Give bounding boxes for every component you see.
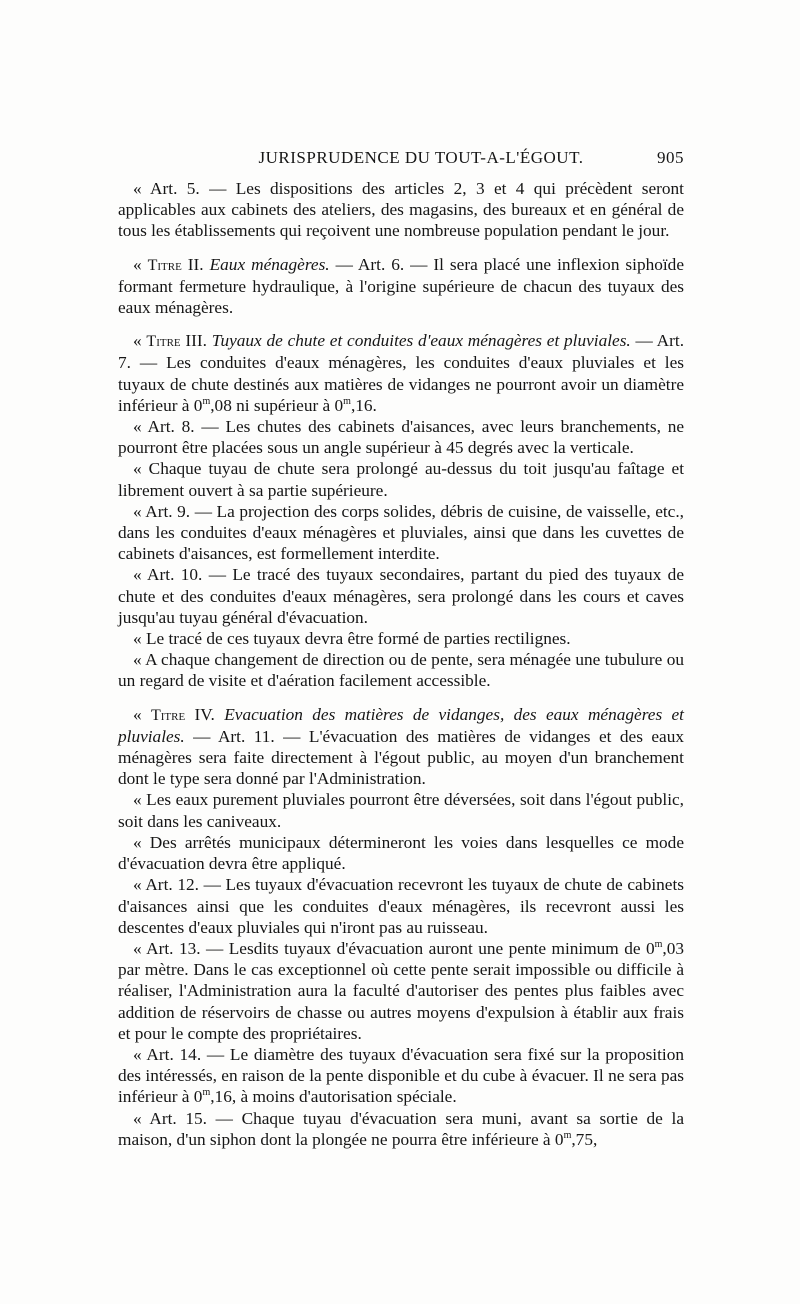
unit-superscript: m xyxy=(202,396,211,408)
quote-mark: « xyxy=(133,704,151,724)
paragraph-art-15 xyxy=(118,1108,684,1150)
article-text: ,08 ni supérieur à 0 xyxy=(210,395,344,415)
paragraph-art-13 xyxy=(118,938,684,1044)
paragraph-eaux-pluviales: « Les eaux purement pluviales pourront être déversées, soit dans l'égout public, soit dans les caniveaux. xyxy=(118,790,684,831)
paragraph-changement: « A chaque changement de direction ou de pente, sera ménagée une tubulure ou un regard de visite et d'aération facilement accessible. xyxy=(118,650,684,691)
quote-mark: « xyxy=(133,254,148,274)
titre-label: Titre xyxy=(146,333,181,351)
unit-superscript: m xyxy=(202,1087,211,1099)
article-text: ,75, xyxy=(571,1129,598,1149)
paragraph-art-12: « Art. 12. — Les tuyaux d'évacuation recevront les tuyaux de chute de cabinets d'aisances ainsi que les conduites d'eaux ménagères, ils recevront aussi les descentes d'eaux pluviales qui n'iront pas au ruisseau. xyxy=(118,875,684,937)
titre-number: III. xyxy=(180,331,212,351)
paragraph-art-10: « Art. 10. — Le tracé des tuyaux secondaires, partant du pied des tuyaux de chute et des conduites d'eaux ménagères, sera prolongé dans les cours et caves jusqu'au tuyau général d'évacuation. xyxy=(118,565,684,627)
paragraph-tuyau-chute: « Chaque tuyau de chute sera prolongé au-dessus du toit jusqu'au faîtage et librement ouvert à sa partie supérieure. xyxy=(118,459,684,500)
section-heading: Tuyaux de chute et conduites d'eaux ménagères et pluviales. xyxy=(211,331,631,351)
body-text xyxy=(118,178,684,1150)
article-text: ,16. xyxy=(350,395,377,415)
running-title: JURISPRUDENCE DU TOUT-A-L'ÉGOUT. xyxy=(258,148,584,167)
paragraph-trace: « Le tracé de ces tuyaux devra être formé de parties rectilignes. xyxy=(133,629,571,649)
unit-superscript: m xyxy=(654,939,663,951)
quote-mark: « xyxy=(133,331,147,351)
section-heading: Eaux ménagères. xyxy=(209,254,330,274)
paragraph-art-8: « Art. 8. — Les chutes des cabinets d'aisances, avec leurs branchements, ne pourront être placées sous un angle supérieur à 45 degrés avec la verticale. xyxy=(118,417,684,458)
paragraph-titre-2 xyxy=(118,254,684,319)
article-text: ,16, à moins d'autorisation spéciale. xyxy=(210,1087,457,1107)
article-text: — Art. 11. — L'évacuation des matières de vidanges et des eaux ménagères sera faite directement à l'égout public, au moyen d'un branchement dont le type sera donné par l'Administration. xyxy=(118,726,684,789)
titre-label: Titre xyxy=(150,706,186,724)
running-header xyxy=(118,148,684,168)
unit-superscript: m xyxy=(563,1129,572,1141)
article-text: « Art. 14. — Le diamètre des tuyaux d'évacuation sera fixé sur la proposition des intéressés, en raison de la pente disponible et du cube à évacuer. Il ne sera pas inférieur à 0 xyxy=(118,1044,684,1107)
paragraph-art-14 xyxy=(118,1044,684,1108)
page-number: 905 xyxy=(657,148,684,167)
titre-label: Titre xyxy=(147,256,182,274)
titre-number: II. xyxy=(181,254,210,274)
paragraph-titre-4 xyxy=(118,704,684,790)
paragraph-art-9: « Art. 9. — La projection des corps solides, débris de cuisine, de vaisselle, etc., dans les conduites d'eaux ménagères et pluviales, ainsi que dans les cuvettes de cabinets d'aisances, est formellement interdite. xyxy=(118,501,684,564)
article-text: — Art. 7. — Les conduites d'eaux ménagères, les conduites d'eaux pluviales et les tuyaux de chute destinés aux matières de vidanges ne pourront avoir un diamètre inférieur à 0 xyxy=(118,331,685,415)
article-text: « Art. 15. — Chaque tuyau d'évacuation sera muni, avant sa sortie de la maison, d'un siphon dont la plongée ne pourra être inférieure à 0 xyxy=(118,1108,684,1149)
article-text: « Art. 13. — Lesdits tuyaux d'évacuation auront une pente minimum de 0 xyxy=(133,938,655,958)
article-text: ,03 par mètre. Dans le cas exceptionnel où cette pente serait impossible ou difficile à réaliser, l'Administration aura la faculté d'autoriser des pentes plus faibles avec addition de réservoirs de chasse ou autres moyens d'expulsion à établir aux frais et pour le compte des propriétaires. xyxy=(118,938,684,1043)
paragraph-art-5: « Art. 5. — Les dispositions des articles 2, 3 et 4 qui précèdent seront applicables aux cabinets des ateliers, des magasins, des bureaux et en général de tous les établissements qui reçoivent une nombreuse population pendant le jour. xyxy=(118,179,684,241)
section-heading: Evacuation des matières de vidanges, des eaux ménagères et pluviales. xyxy=(118,704,684,746)
unit-superscript: m xyxy=(343,396,351,408)
titre-number: IV. xyxy=(185,704,225,724)
paragraph-titre-3 xyxy=(118,330,684,416)
paragraph-arretes: « Des arrêtés municipaux détermineront les voies dans lesquelles ce mode d'évacuation devra être appliqué. xyxy=(118,832,684,874)
article-text: — Art. 6. — Il sera placé une inflexion siphoïde formant fermeture hydraulique, à l'origine supérieure de chacun des tuyaux des eaux ménagères. xyxy=(118,254,684,318)
